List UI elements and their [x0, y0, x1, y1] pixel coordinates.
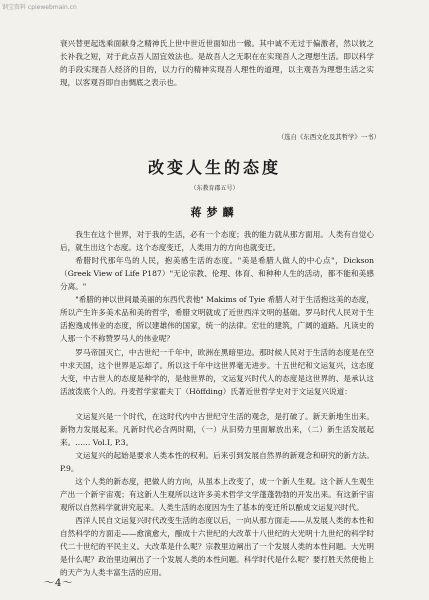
- article-author: 蒋梦麟: [190, 206, 239, 219]
- article-subtitle: （东教育郡五号）: [190, 185, 239, 192]
- body-paragraph-3: "希腊的神以世间最美丽的东西代表他" Makims of Tyie 希腊人对于生活抱这美的态度，所以产生许多美术品和美的哲学，希腊文明就成了近世西洋文明的基础。罗马时代人民对于生活抱逸成伟业的态度，所以建雄伟的国家，统一的法律。宏壮的建筑，广阔的道路。凡读史的人那一个不称赞罗马人的伟业呢？: [60, 295, 374, 343]
- top-paragraph: 衰兴替更起选乘面献身之精神氏上世中世近世面如出一辙。其中诚不无过于偏激者，然以彼之长补我之短，对于此点吾人固宜效法也。是故吾人之无职在在实现吾人之理想生活。即以科学的手段实现吾人经济的目的，以力行的精神实现吾人理性的道理，以主观吾为理想生活之实现，以客观吾即自由惆底之表示也。: [60, 39, 374, 87]
- page-number: ～4～: [44, 578, 74, 589]
- body-paragraph-8: 西洋人民自文运复兴时代改变生活的态度以后，一向从那方面走——从发展人类的本性和自然科学的方面走——愈演愈大，酿成十六世纪的大改革十八世纪的大光明十九世纪的科学时代二十世纪的平民主义。大改革是什么呢？宗教里边阐出了一个发展人类的本性问题。大光明是什么呢？政治里边阐出了一个发展人类的本性问题。科学时代是什么呢？要打胜天然使他上的天产为人类丰富生活的应用。: [60, 516, 374, 577]
- body-paragraph-2: 希腊时代那年鸟的人民，抱美感生活的态度。"美是希腊人做人的中心点"，Dickson（Greek View of Life P187）"无论宗教、伦理、体育、和种种人生的活动，都不能和美感分离。": [60, 256, 374, 291]
- source-note: （选自《东西文化及其哲学》一书）: [277, 133, 380, 141]
- body-paragraph-7: 这个人类的新态度，把做人的方向，从虽本上改变了，成一个新人生观。这个新人生观生产出一个新宇宙观；有这新人生观所以这许多美术哲学文学蓬蓬勃勃的开发出来。有这新宇宙观所以自然科学就讲究起来。人类生活的态度因为生了基本的变迁所以酿成文运复兴时代。: [60, 477, 374, 512]
- body-paragraph-5: 文运复兴是一个时代，在这时代内中古世纪守生活的观念，是打破了。新天新地生出来。新物力发展起来。凡新时代必含两时期，（一）从旧势力里面解放出来，（二）新生活发展起来。…… Vol.I, P.3。: [60, 412, 374, 447]
- body-paragraph-1: 我生在这个世界，对于我的生活，必有一个态度；我的能力就从那方面用。人类有自觉心后，就生出这个态度。这个态度变迁，人类用力的方向也就变迁。: [60, 230, 374, 252]
- article-title: 改变人生的态度: [147, 158, 281, 177]
- watermark: 钢宝资料 cpiewebmain.cn: [2, 4, 77, 11]
- body-paragraph-4: 罗马帝国灭亡，中古世纪一千年中，欧洲在黑暗里边。那时候人民对于生活的态度是在空中求天国，这个世界是忘却了。所以这千年中这世界毫无进步。十五世纪和文运复兴，这态度大变，中古世人的态度是种学的，是他世界的，文运复兴时代人的态度是这世界的、是承认这活波泼底个人的。丹麦哲学家霍夫丁（Höffding）氏著近世哲学史对于文运复兴说道：: [60, 348, 374, 396]
- body-paragraph-6: 文运复兴的起始是要求人类本性的权利。后来引到发展自然界的新观念和研究的新方法。P.9。: [60, 451, 374, 473]
